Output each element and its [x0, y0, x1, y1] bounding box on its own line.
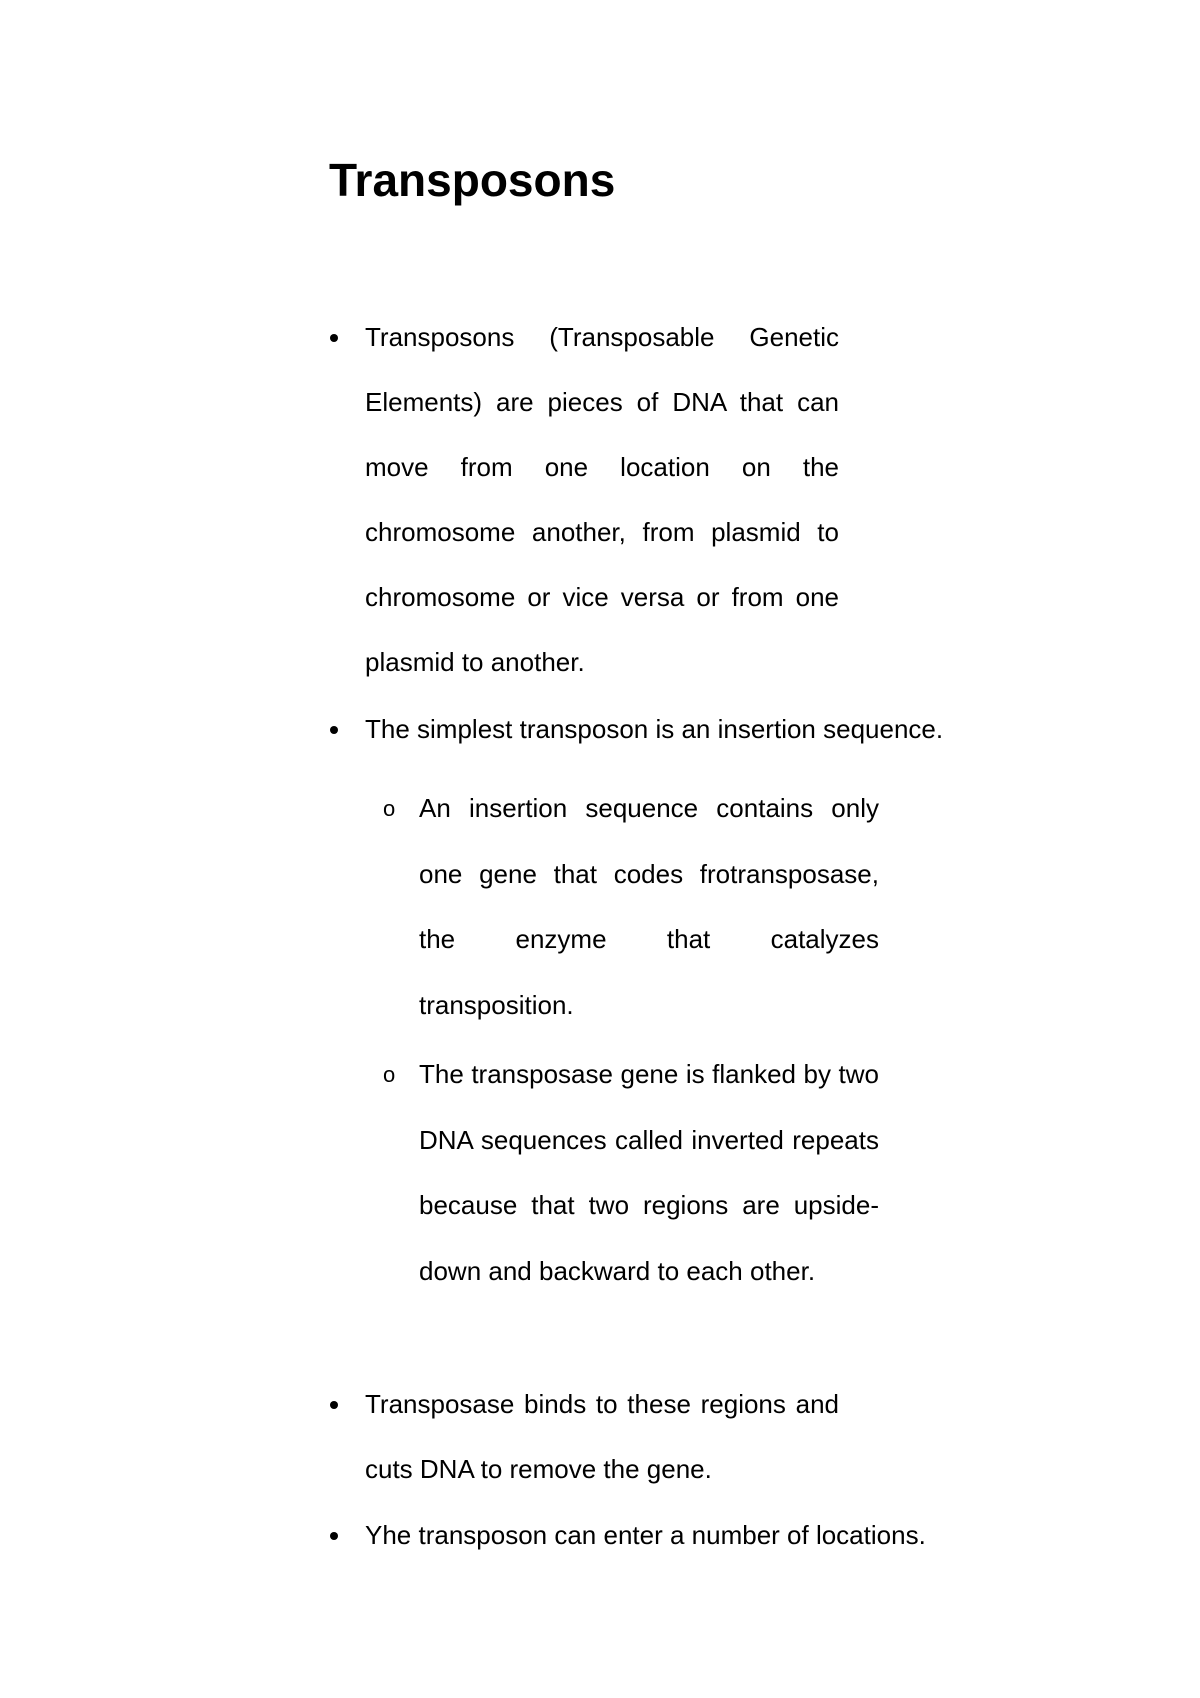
bullet-text: Yhe transposon can enter a number of locations. — [365, 1520, 926, 1550]
bullet-icon — [329, 1503, 343, 1568]
bullet-text: Transposons (Transposable Genetic Elements) are pieces of DNA that can move from one location on the chromosome another, from plasmid to chromosome or vice versa or from one plasmid to another. — [365, 322, 839, 677]
page-title: Transposons — [329, 154, 616, 206]
bullet-icon — [329, 697, 343, 762]
sub-bullet-marker: o — [383, 796, 396, 821]
sub-bullet-marker: o — [383, 1062, 396, 1087]
bullet-text: The simplest transposon is an insertion sequence. — [365, 714, 944, 744]
bullet-icon — [329, 1372, 343, 1437]
bullet-text: Transposase binds to these regions and cuts DNA to remove the gene. — [365, 1389, 839, 1484]
sub-bullet-text: An insertion sequence contains only one gene that codes frotransposase, the enzyme that catalyzes transposition. — [419, 793, 879, 1020]
bullet-icon — [329, 305, 343, 370]
sub-bullet-text: The transposase gene is flanked by two DNA sequences called inverted repeats because that two regions are upside-down and backward to each other. — [419, 1059, 879, 1286]
